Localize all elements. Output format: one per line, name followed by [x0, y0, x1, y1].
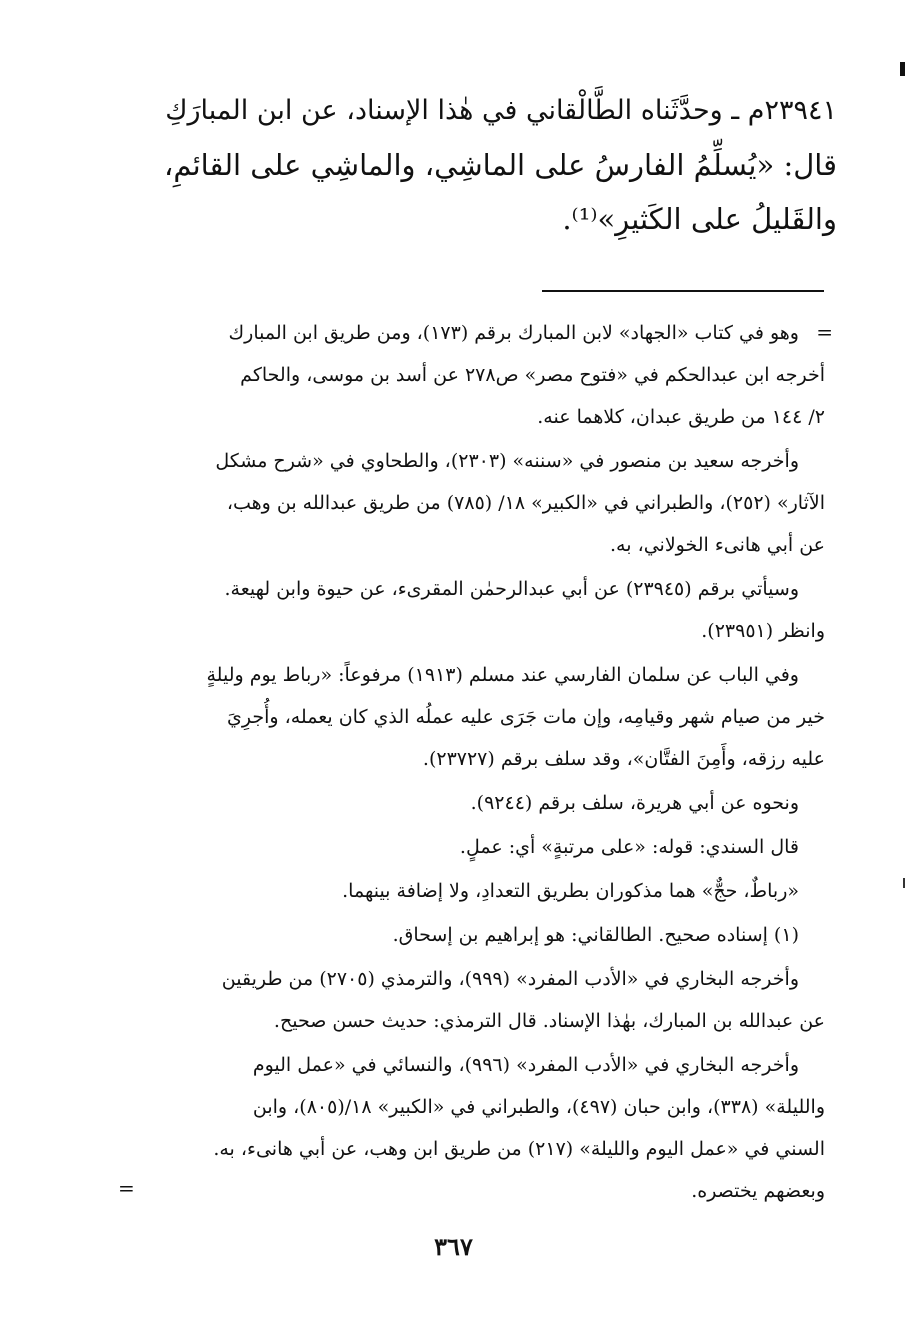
footnote-paragraph: [100, 782, 825, 824]
footnote-line: أخرجه ابن عبدالحكم في «فتوح مصر» ص٢٧٨ عن أسد بن موسى، والحاكم: [240, 364, 825, 386]
footnote-paragraph: [100, 654, 825, 780]
footnote-line: وأخرجه البخاري في «الأدب المفرد» (٩٩٦)، والنسائي في «عمل اليوم: [252, 1054, 799, 1076]
edge-mark: [900, 62, 905, 76]
main-line: والقَليلُ على الكَثيرِ»⁽¹⁾.: [562, 202, 837, 236]
footnote-line: السني في «عمل اليوم والليلة» (٢١٧) من طريق ابن وهب، عن أبي هانىء، به.: [213, 1138, 825, 1160]
page-number: ٣٦٧: [434, 1232, 473, 1261]
main-text: [80, 84, 837, 246]
footnote-line: والليلة» (٣٣٨)، وابن حبان (٤٩٧)، والطبراني في «الكبير» ١٨/(٨٠٥)، وابن: [252, 1096, 825, 1118]
footnote-line: الآثار» (٢٥٢)، والطبراني في «الكبير» ١٨/ (٧٨٥) من طريق عبدالله بن وهب،: [226, 492, 825, 514]
footnote-line: وفي الباب عن سلمان الفارسي عند مسلم (١٩١٣) مرفوعاً: «رباط يوم وليلةٍ: [206, 664, 799, 686]
footnote-line: ونحوه عن أبي هريرة، سلف برقم (٩٢٤٤).: [470, 792, 799, 814]
main-line: قال: «يُسلِّمُ الفارسُ على الماشِي، والماشِي على القائمِ،: [163, 148, 837, 182]
footnote-paragraph: [100, 568, 825, 652]
footnote-line: وأخرجه سعيد بن منصور في «سننه» (٢٣٠٣)، والطحاوي في «شرح مشكل: [215, 450, 799, 472]
footnote-line: عن أبي هانىء الخولاني، به.: [610, 534, 825, 556]
footnote-paragraph: [100, 914, 825, 956]
footnote-line: وسيأتي برقم (٢٣٩٤٥) عن أبي عبدالرحمٰن المقرىء، عن حيوة وابن لهيعة.: [224, 578, 799, 600]
continuation-mark-top: =: [816, 320, 833, 344]
footnote-paragraph: [100, 1044, 825, 1212]
footnote-line: وانظر (٢٣٩٥١).: [701, 620, 825, 642]
continuation-mark-bottom: =: [118, 1176, 135, 1200]
footnote-line: عن عبدالله بن المبارك، بهٰذا الإسناد. قال الترمذي: حديث حسن صحيح.: [273, 1010, 825, 1032]
footnote-paragraph: [100, 312, 825, 438]
edge-mark: [903, 878, 905, 888]
footnote-line: قال السندي: قوله: «على مرتبةٍ» أي: عملٍ.: [459, 836, 799, 858]
footnote-line: ٢/ ١٤٤ من طريق عبدان، كلاهما عنه.: [537, 406, 825, 428]
footnotes: [100, 312, 825, 1214]
footnote-paragraph: [100, 826, 825, 868]
footnote-separator: [542, 290, 824, 292]
main-line: ٢٣٩٤١م ـ وحدَّثَناه الطَّالْقاني في هٰذا الإسناد، عن ابن المبارَكِ: [165, 95, 837, 126]
footnote-line: وأخرجه البخاري في «الأدب المفرد» (٩٩٩)، والترمذي (٢٧٠٥) من طريقين: [221, 968, 799, 990]
footnote-line: «رباطٌ، حجٌّ» هما مذكوران بطريق التعدادِ، ولا إضافة بينهما.: [342, 880, 799, 902]
footnote-line: وهو في كتاب «الجهاد» لابن المبارك برقم (١٧٣)، ومن طريق ابن المبارك: [228, 322, 799, 344]
footnote-paragraph: [100, 958, 825, 1042]
footnote-line: عليه رزقه، وأَمِنَ الفتَّان»، وقد سلف برقم (٢٣٧٢٧).: [422, 748, 825, 770]
footnote-line: (١) إسناده صحيح. الطالقاني: هو إبراهيم بن إسحاق.: [392, 924, 799, 946]
footnote-line: خير من صيام شهر وقيامِه، وإن مات جَرَى عليه عملُه الذي كان يعمله، وأُجرِيَ: [227, 706, 825, 728]
footnote-line: وبعضهم يختصره.: [691, 1180, 825, 1202]
footnote-paragraph: [100, 440, 825, 566]
footnote-paragraph: [100, 870, 825, 912]
